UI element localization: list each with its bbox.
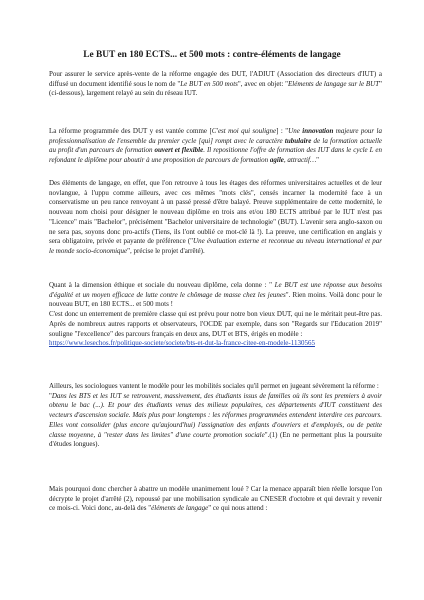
paragraph-language-elements: [49, 179, 382, 257]
text: C'est donc un enterrement de première classe qui est prévu pour notre bon vieux DUT, qui ne le méritait peut-être pas. Après de nombreux autres rapports et observateurs, l'OCDE par exemple, dans son "Regards sur l'Education 2019" souligne "l'excellence" des parcours français en deux ans, DUT et BTS, érigés en modèle :: [49, 310, 382, 338]
text: " (ci-dessous), largement relayé au sein du réseau IUT.: [49, 79, 382, 98]
text: Ailleurs, les sociologues vantent le modèle pour les mobilités sociales qu'il permet en jugeant sévèrement la réforme :: [49, 382, 379, 390]
paragraph-ethics: [49, 281, 382, 349]
emphasis: Le BUT est une réponse aux besoins d'égalité et un moyen efficace de lutte contre le chômage de masse chez les jeunes: [49, 281, 382, 299]
text: ": [316, 156, 320, 165]
emphasis: Une évaluation externe et reconnue au niveau international et par le monde socio-économique: [49, 237, 382, 255]
paragraph-sociologists: [49, 382, 382, 450]
emphasis: éléments de langage: [151, 504, 209, 513]
text: ] : ": [276, 127, 289, 135]
text: " ce qui nous attend :: [208, 504, 268, 513]
text: ": [49, 391, 52, 400]
article-link[interactable]: https://www.lesechos.fr/politique-societe/societe/bts-et-dut-la-france-citee-en-modele-1130565: [49, 339, 315, 348]
quote: de la formation actuelle au profit d'un parcours de formation: [49, 136, 383, 155]
quote: Dans les BTS et les IUT se retrouvent, massivement, des étudiants issus de familles où ils sont les premiers à avoir obtenu le bac (...). Et pour des étudiants venus des milieux populaires, ces départements d'IUT constituent des vecteurs d'ascension sociale. Mais plus pour longtemps : les réformes programmées entendent interdire ces parcours. Elles vont consolider (plus encore qu'aujourd'hui) l'assignation des enfants d'ouvriers et d'employés, ou de petite classe moyenne, à "rester dans les limites" d'une courte promotion sociale: [49, 391, 382, 439]
text: ", précise le projet d'arrêté).: [127, 246, 205, 255]
text: Quant à la dimension éthique et sociale du nouveau diplôme, cela donne : ": [49, 281, 272, 289]
quote: , attractif…: [283, 156, 317, 165]
quote-bold: ouvert et flexible: [154, 146, 204, 155]
text: ". Rien moins. Voilà donc pour le nouveau BUT, en 180 ECTS... et 500 mots !: [49, 290, 382, 309]
quote: majeure pour la professionnalisation de l'ensemble du premier cycle [qui] rompt avec le caractère: [49, 127, 382, 145]
quote-bold: innovation: [302, 127, 334, 135]
text: Pour assurer le service après-vente de la réforme engagée des DUT, l'ADIUT (Association des directeurs d'IUT) a diffusé un document identifié sous le nom de ": [49, 70, 382, 88]
text: Des éléments de langage, en effet, que l'on retrouve à tous les étages des réformes universitaires actuelles et de leur novlangue, à l'uppu comme ailleurs, avec ces mêmes "mots clés", censés incarner la modernité face à un conservatisme un peu rance renvoyant à un passé pressé d'être balayé. Preuve supplémentaire de cette modernité, le nouveau nom choisi pour désigner le nouveau diplôme en trois ans et/ou 180 ECTS attribué par le IUT n'est pas "Licence" mais "Bachelor", précisément "Bachelor universitaire de technologie" (BUT). L'avenir sera anglo-saxon ou ne sera pas, soyons donc pro-actifs (Tiens, ils l'ont oublié ce mot-clé là !). La preuve, une certification en anglais y sera obligatoire, privée et payante de préférence (": [49, 179, 382, 246]
paragraph-intro: [49, 70, 382, 99]
quote: . Il repositionne l'offre de formation des IUT dans le cycle L en refondant le diplôme pour aboutir à une proposition de parcours de formation: [49, 146, 382, 165]
text: ", avec en objet: ": [237, 79, 288, 88]
quote-bold: tubulaire: [284, 136, 312, 145]
emphasis: C'est moi qui souligne: [211, 127, 277, 135]
text: Mais pourquoi donc chercher à abattre un modèle unanimement loué ? Car la menace apparaît bien réelle lorsque l'on décrypte le projet d'arrêté (2), repoussé par une mobilisation syndicale au CNESER d'octobre et qui devrait y revenir ce mois-ci. Voici donc, au-delà des ": [49, 485, 382, 513]
quote: Une: [288, 127, 303, 135]
document-title: Le BUT en 180 ECTS... et 500 mots : contre-éléments de langage: [83, 50, 341, 60]
emphasis: Eléments de langage sur le BUT: [288, 79, 380, 88]
paragraph-conclusion: [49, 485, 382, 514]
quote-bold: agile: [269, 156, 284, 165]
emphasis: Le BUT en 500 mots: [180, 79, 238, 88]
paragraph-reform-praise: [49, 127, 382, 166]
text: ".(1) (En ne permettant plus la poursuite d'études longues).: [49, 430, 382, 449]
text: La réforme programmée des DUT y est vantée comme [: [49, 127, 212, 135]
